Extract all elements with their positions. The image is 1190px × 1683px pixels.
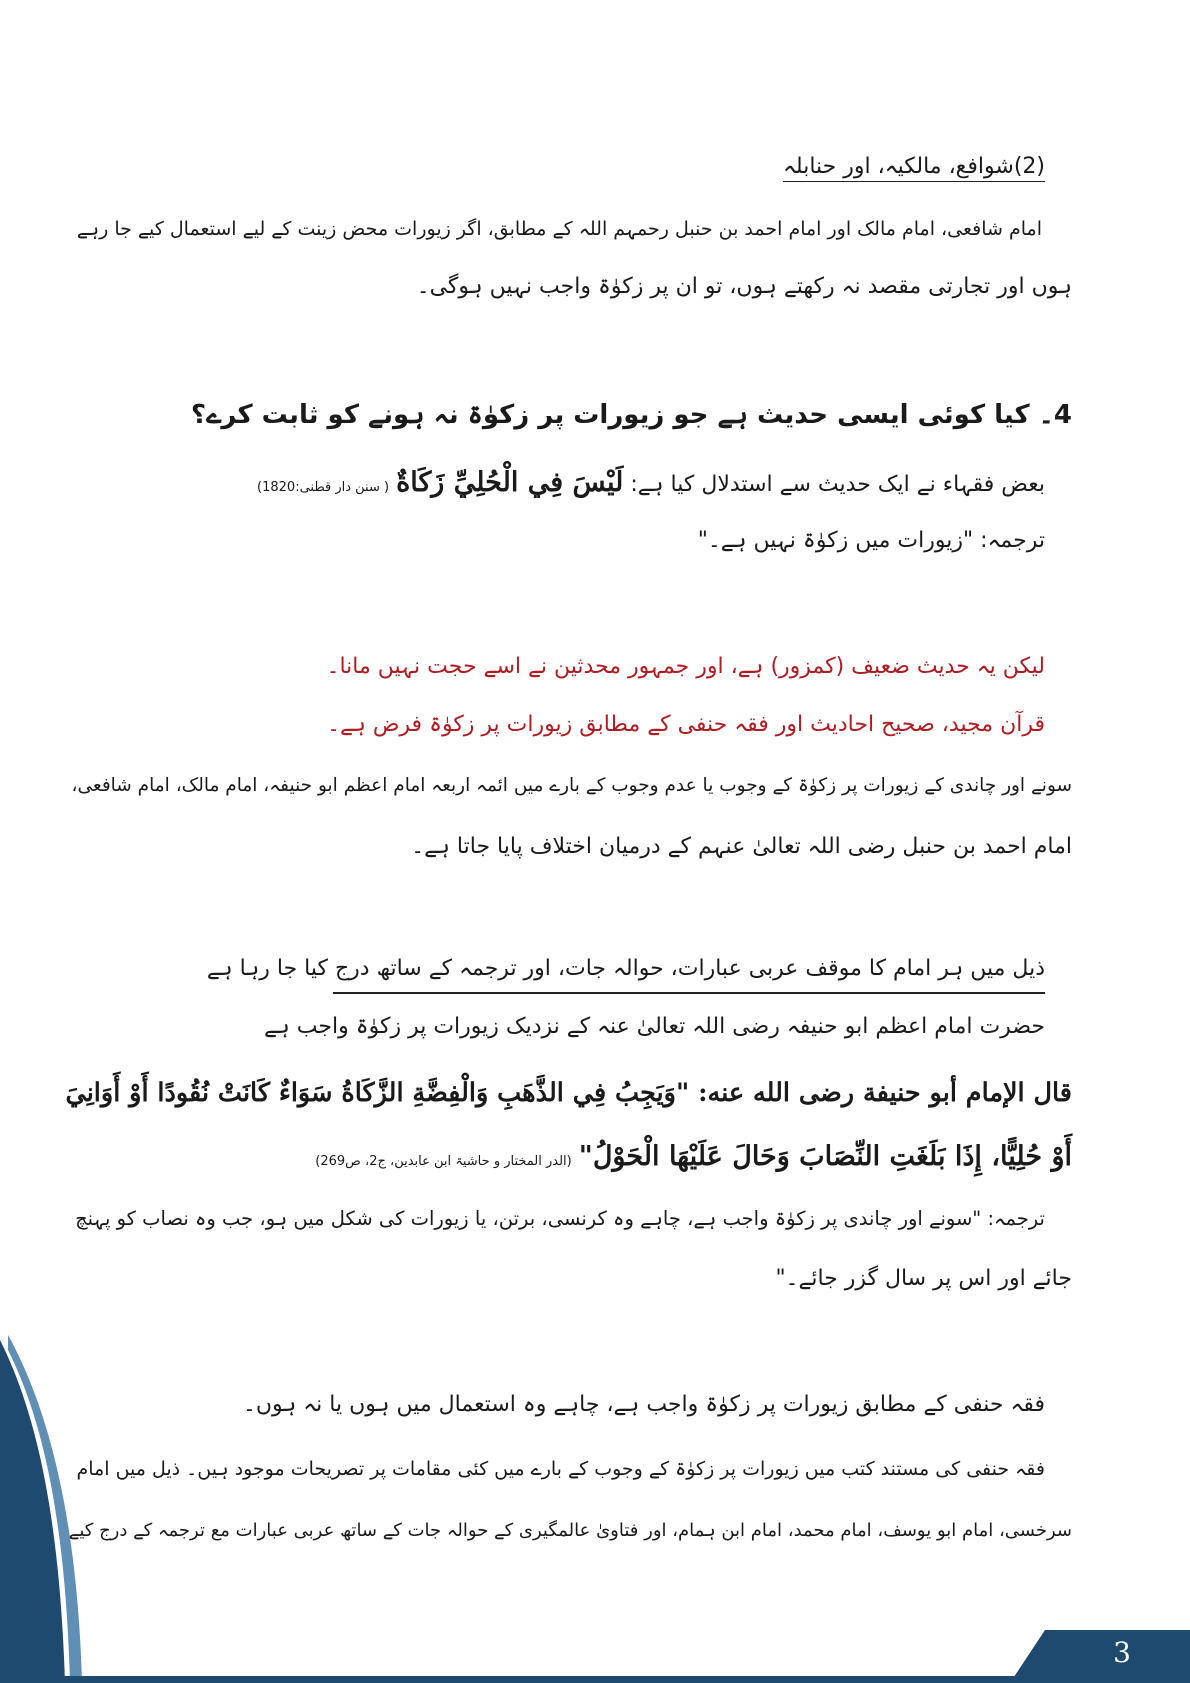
arabic-quote-line-2-row [315, 1140, 1072, 1179]
conclusion-line-1: فقہ حنفی کے مطابق زیورات پر زکوٰۃ واجب ہے، چاہے وہ استعمال میں ہوں یا نہ ہوں۔ [242, 1392, 1045, 1417]
hanafi-intro: حضرت امام اعظم ابو حنیفہ رضی اللہ تعالیٰ عنہ کے نزدیک زیورات پر زکوٰۃ واجب ہے [264, 1014, 1045, 1039]
highlight-line-1: لیکن یہ حدیث ضعیف (کمزور) ہے، اور جمہور محدثین نے اسے حجت نہیں مانا۔ [326, 654, 1045, 679]
conclusion-line-3: سرخسی، امام ابو یوسف، امام محمد، امام ابن ہمام، اور فتاویٰ عالمگیری کے حوالہ جات کے ساتھ عربی عبارات مع ترجمہ کے درج کیے [68, 1520, 1072, 1541]
paragraph-line-1: سونے اور چاندی کے زیورات پر زکوٰۃ کے وجوب یا عدم وجوب کے بارے میں ائمہ اربعہ امام اعظم ابو حنیفہ، امام مالک، امام شافعی، [71, 775, 1072, 796]
question4-heading: 4۔ کیا کوئی ایسی حدیث ہے جو زیورات پر زکوٰۃ نہ ہونے کو ثابت کرے؟ [191, 400, 1072, 430]
paragraph-line-2: امام احمد بن حنبل رضی اللہ تعالیٰ عنہم کے درمیان اختلاف پایا جاتا ہے۔ [411, 834, 1072, 859]
question4-hadith: لَيْسَ فِي الْحُلِيِّ زَكَاةٌ [396, 467, 624, 498]
arabic-quote-line-2: أَوْ حُلِيًّا، إِذَا بَلَغَتِ النِّصَابَ وَحَالَ عَلَيْهَا الْحَوْلُ" [578, 1141, 1072, 1172]
highlight-line-2: قرآن مجید، صحیح احادیث اور فقہ حنفی کے مطابق زیورات پر زکوٰۃ فرض ہے۔ [327, 712, 1045, 737]
conclusion-line-2: فقہ حنفی کی مستند کتب میں زیورات پر زکوٰۃ کے وجوب کے بارے میں کئی مقامات پر تصریحات موجود ہیں۔ ذیل میں امام [76, 1458, 1045, 1480]
section2-subheading: (2)شوافع، مالکیہ، اور حنابلہ [783, 150, 1045, 184]
section2-line-1: امام شافعی، امام مالک اور امام احمد بن حنبل رحمہم اللہ کے مطابق، اگر زیورات محض زینت کے لیے استعمال کیے جا رہے [76, 218, 1042, 240]
arabic-quote-line-1: قال الإمام أبو حنيفة رضی الله عنه: "وَيَجِبُ فِي الذَّهَبِ وَالْفِضَّةِ الزَّكَاةُ سَوَاءٌ كَانَتْ نُقُودًا أَوْ أَوَانِيَ [65, 1078, 1072, 1108]
positions-rule [333, 992, 1045, 994]
positions-subheading: ذیل میں ہر امام کا موقف عربی عبارات، حوالہ جات، اور ترجمہ کے ساتھ درج کیا جا رہا ہے [206, 956, 1045, 981]
translation-line-1: ترجمہ: "سونے اور چاندی پر زکوٰۃ واجب ہے، چاہے وہ کرنسی، برتن، یا زیورات کی شکل میں ہو، جب وہ نصاب کو پہنچ [75, 1207, 1045, 1230]
arabic-quote-reference: (الدر المختار و حاشیۃ ابن عابدین، ج2، ص269) [315, 1154, 572, 1169]
translation-line-2: جائے اور اس پر سال گزر جائے۔" [775, 1266, 1072, 1291]
question4-reference: ( سنن دار قطنی:1820) [257, 480, 390, 495]
question4-intro: بعض فقہاء نے ایک حدیث سے استدلال کیا ہے: [630, 472, 1045, 497]
section2-line-2: ہوں اور تجارتی مقصد نہ رکھتے ہوں، تو ان پر زکوٰۃ واجب نہیں ہوگی۔ [416, 274, 1072, 299]
question4-translation: ترجمہ: "زیورات میں زکوٰۃ نہیں ہے۔" [697, 528, 1045, 553]
page-number: 3 [1113, 1636, 1131, 1669]
question4-intro-line [257, 466, 1045, 505]
